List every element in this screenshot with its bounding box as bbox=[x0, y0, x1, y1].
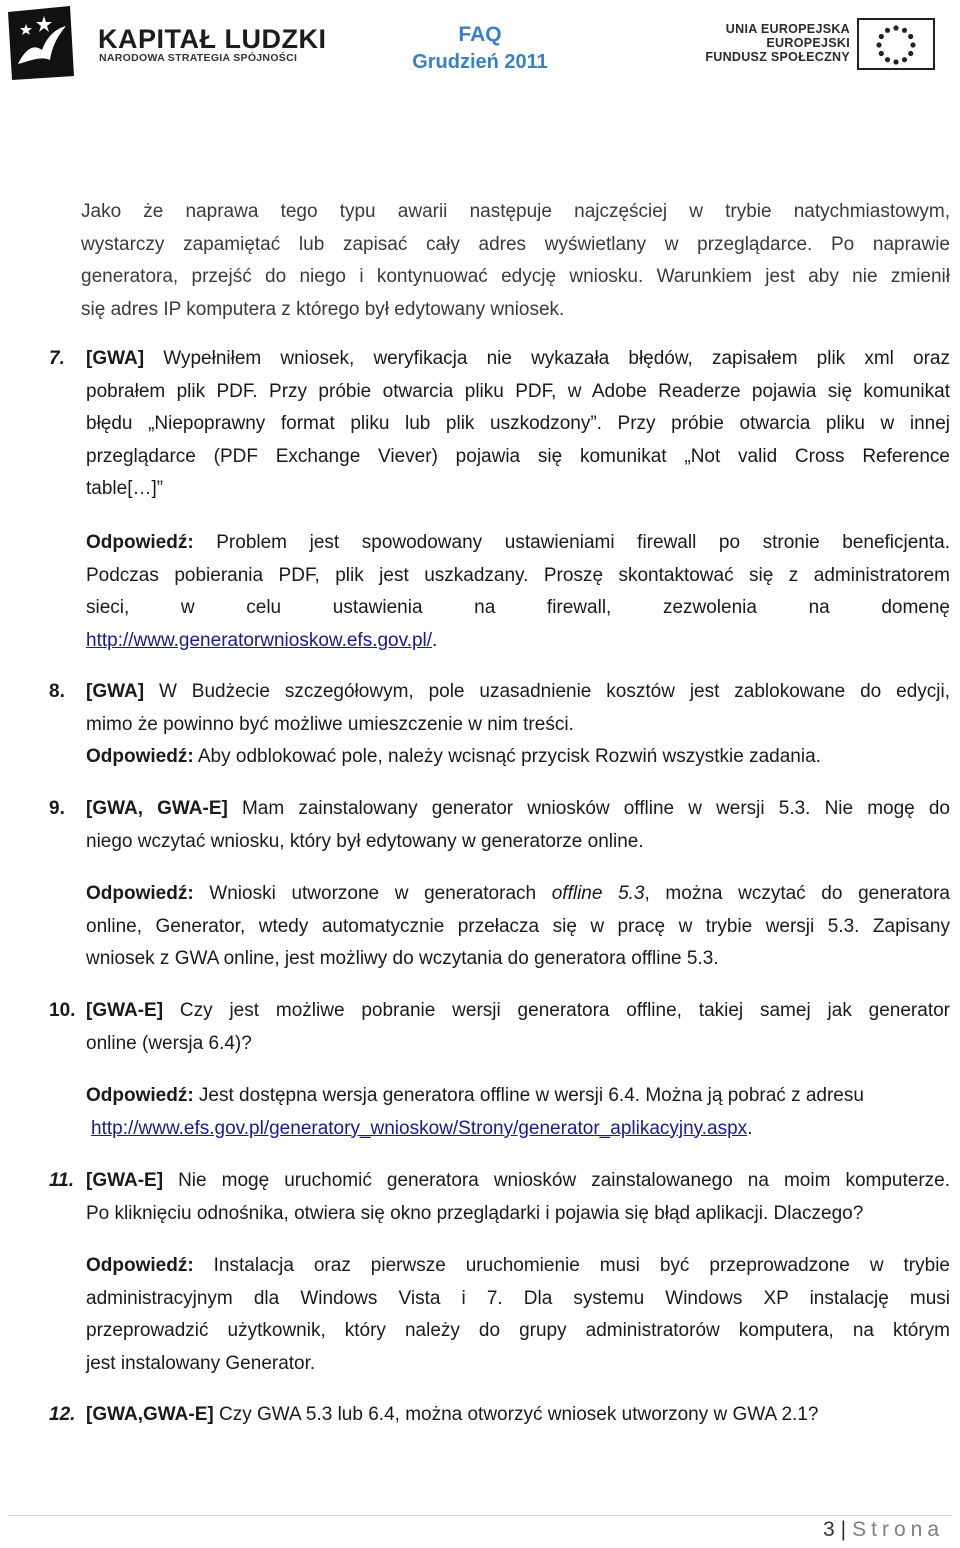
question-tag: [GWA, GWA-E] bbox=[86, 798, 228, 819]
answer-link[interactable]: http://www.efs.gov.pl/generatory_wnioskow/Strony/generator_aplikacyjny.aspx bbox=[91, 1117, 748, 1139]
intro-line: się adres IP komputera z którego był edytowany wniosek. bbox=[81, 298, 565, 320]
eu-line-1: UNIA EUROPEJSKA bbox=[725, 22, 850, 36]
kapital-ludzki-logo bbox=[4, 2, 334, 84]
page-header bbox=[0, 0, 960, 92]
eu-flag-icon bbox=[857, 18, 935, 70]
intro-line: Jako że naprawa tego typu awarii następuje najczęściej w trybie natychmiastowym, bbox=[81, 201, 950, 222]
intro-line: wystarczy zapamiętać lub zapisać cały adres wyświetlany w przeglądarce. Po naprawie bbox=[81, 233, 950, 255]
question-text: niego wczytać wniosku, który był edytowany w generatorze online. bbox=[86, 830, 644, 852]
answer-italic: offline 5.3 bbox=[551, 883, 645, 904]
item-number: 9. bbox=[49, 798, 65, 819]
answer-label: Odpowiedź: bbox=[86, 746, 194, 767]
faq-question bbox=[86, 343, 950, 506]
link-suffix: . bbox=[432, 629, 438, 651]
footer-separator: | bbox=[840, 1518, 847, 1541]
question-text: Po kliknięciu odnośnika, otwiera się okno przeglądarki i pojawia się błąd aplikacji. Dlaczego? bbox=[86, 1202, 864, 1224]
question-tag: [GWA-E] bbox=[86, 1000, 164, 1021]
answer-label: Odpowiedź: bbox=[86, 883, 194, 904]
answer-text: Wnioski utworzone w generatorach bbox=[193, 883, 552, 904]
item-number: 8. bbox=[49, 681, 65, 702]
answer-text: , można wczytać do generatora bbox=[644, 883, 950, 904]
page-footer bbox=[823, 1518, 944, 1542]
answer-text: Problem jest spowodowany ustawieniami firewall po stronie beneficjenta. bbox=[193, 532, 950, 553]
faq-answer bbox=[86, 1080, 950, 1145]
answer-label: Odpowiedź: bbox=[86, 1085, 194, 1106]
question-text: przeglądarce (PDF Exchange Viever) pojawia się komunikat „Not valid Cross Reference bbox=[86, 445, 950, 467]
answer-text: Podczas pobierania PDF, plik jest uszkadzany. Proszę skontaktować się z administratorem bbox=[86, 564, 950, 586]
answer-text: Aby odblokować pole, należy wcisnąć przycisk Rozwiń wszystkie zadania. bbox=[193, 746, 821, 767]
answer-text: online, Generator, wtedy automatycznie przełacza się w pracę w trybie wersji 5.3. Zapisany bbox=[86, 915, 950, 937]
question-text: błędu „Niepoprawny format pliku lub plik uszkodzony”. Przy próbie otwarcia pliku w innej bbox=[86, 413, 950, 434]
logo-title: KAPITAŁ LUDZKI bbox=[98, 24, 327, 54]
faq-answer bbox=[86, 527, 950, 657]
answer-text: sieci, w celu ustawienia na firewall, zezwolenia na domenę bbox=[86, 597, 950, 618]
question-text: Nie mogę uruchomić generatora wniosków zainstalowanego na moim komputerze. bbox=[163, 1170, 950, 1191]
question-tag: [GWA] bbox=[86, 348, 145, 369]
answer-text: Instalacja oraz pierwsze uruchomienie musi być przeprowadzone w trybie bbox=[193, 1255, 950, 1276]
footer-divider bbox=[8, 1515, 952, 1516]
faq-question bbox=[86, 676, 950, 774]
eu-line-2: EUROPEJSKI bbox=[766, 36, 850, 50]
intro-paragraph bbox=[81, 196, 950, 326]
eu-logo-text bbox=[700, 22, 850, 64]
faq-date: Grudzień 2011 bbox=[412, 51, 548, 73]
answer-label: Odpowiedź: bbox=[86, 532, 194, 553]
item-number: 7. bbox=[49, 348, 65, 369]
link-suffix: . bbox=[747, 1117, 753, 1139]
answer-label: Odpowiedź: bbox=[86, 1255, 194, 1276]
item-number: 12. bbox=[49, 1404, 76, 1425]
item-number: 11. bbox=[49, 1170, 75, 1191]
answer-text: Jest dostępna wersja generatora offline w wersji 6.4. Można ją pobrać z adresu bbox=[193, 1085, 864, 1106]
answer-text: przeprowadzić użytkownik, który należy do grupy administratorów komputera, na którym bbox=[86, 1320, 950, 1341]
eu-logo bbox=[695, 14, 957, 78]
page-label: Strona bbox=[852, 1518, 944, 1541]
faq-question bbox=[86, 1399, 950, 1432]
document-heading bbox=[380, 22, 580, 76]
question-tag: [GWA-E] bbox=[86, 1170, 164, 1191]
eu-line-3: FUNDUSZ SPOŁECZNY bbox=[705, 50, 850, 64]
answer-text: wniosek z GWA online, jest możliwy do wczytania do generatora offline 5.3. bbox=[86, 948, 719, 969]
faq-answer bbox=[86, 1250, 950, 1380]
question-text: Czy GWA 5.3 lub 6.4, można otworzyć wniosek utworzony w GWA 2.1? bbox=[213, 1404, 819, 1425]
answer-text: jest instalowany Generator. bbox=[86, 1352, 316, 1374]
kapital-ludzki-emblem-icon bbox=[4, 4, 76, 82]
question-text: table[…]” bbox=[86, 478, 164, 499]
item-number: 10. bbox=[49, 1000, 76, 1021]
question-text: pobrałem plik PDF. Przy próbie otwarcia pliku PDF, w Adobe Readerze pojawia się komunikat bbox=[86, 380, 950, 402]
faq-title: FAQ bbox=[458, 23, 502, 46]
intro-line: generatora, przejść do niego i kontynuować edycję wniosku. Warunkiem jest aby nie zmienił bbox=[81, 266, 950, 287]
question-tag: [GWA] bbox=[86, 681, 145, 702]
answer-link[interactable]: http://www.generatorwnioskow.efs.gov.pl/ bbox=[86, 629, 433, 651]
question-text: Mam zainstalowany generator wniosków offline w wersji 5.3. Nie mogę do bbox=[227, 798, 950, 819]
question-text: Czy jest możliwe pobranie wersji generatora offline, takiej samej jak generator bbox=[163, 1000, 950, 1021]
page-number: 3 bbox=[822, 1518, 835, 1541]
question-text: Wypełniłem wniosek, weryfikacja nie wykazała błędów, zapisałem plik xml oraz bbox=[144, 348, 950, 369]
question-text: mimo że powinno być możliwe umieszczenie w nim treści. bbox=[86, 713, 574, 735]
question-tag: [GWA,GWA-E] bbox=[86, 1404, 214, 1425]
faq-question bbox=[86, 1165, 950, 1230]
question-text: online (wersja 6.4)? bbox=[86, 1032, 252, 1054]
logo-subtitle: NARODOWA STRATEGIA SPÓJNOŚCI bbox=[99, 52, 298, 64]
answer-text: administracyjnym dla Windows Vista i 7. Dla systemu Windows XP instalację musi bbox=[86, 1287, 950, 1309]
question-text: W Budżecie szczegółowym, pole uzasadnienie kosztów jest zablokowane do edycji, bbox=[144, 681, 950, 702]
faq-question bbox=[86, 793, 950, 858]
faq-answer bbox=[86, 878, 950, 976]
faq-question bbox=[86, 995, 950, 1060]
